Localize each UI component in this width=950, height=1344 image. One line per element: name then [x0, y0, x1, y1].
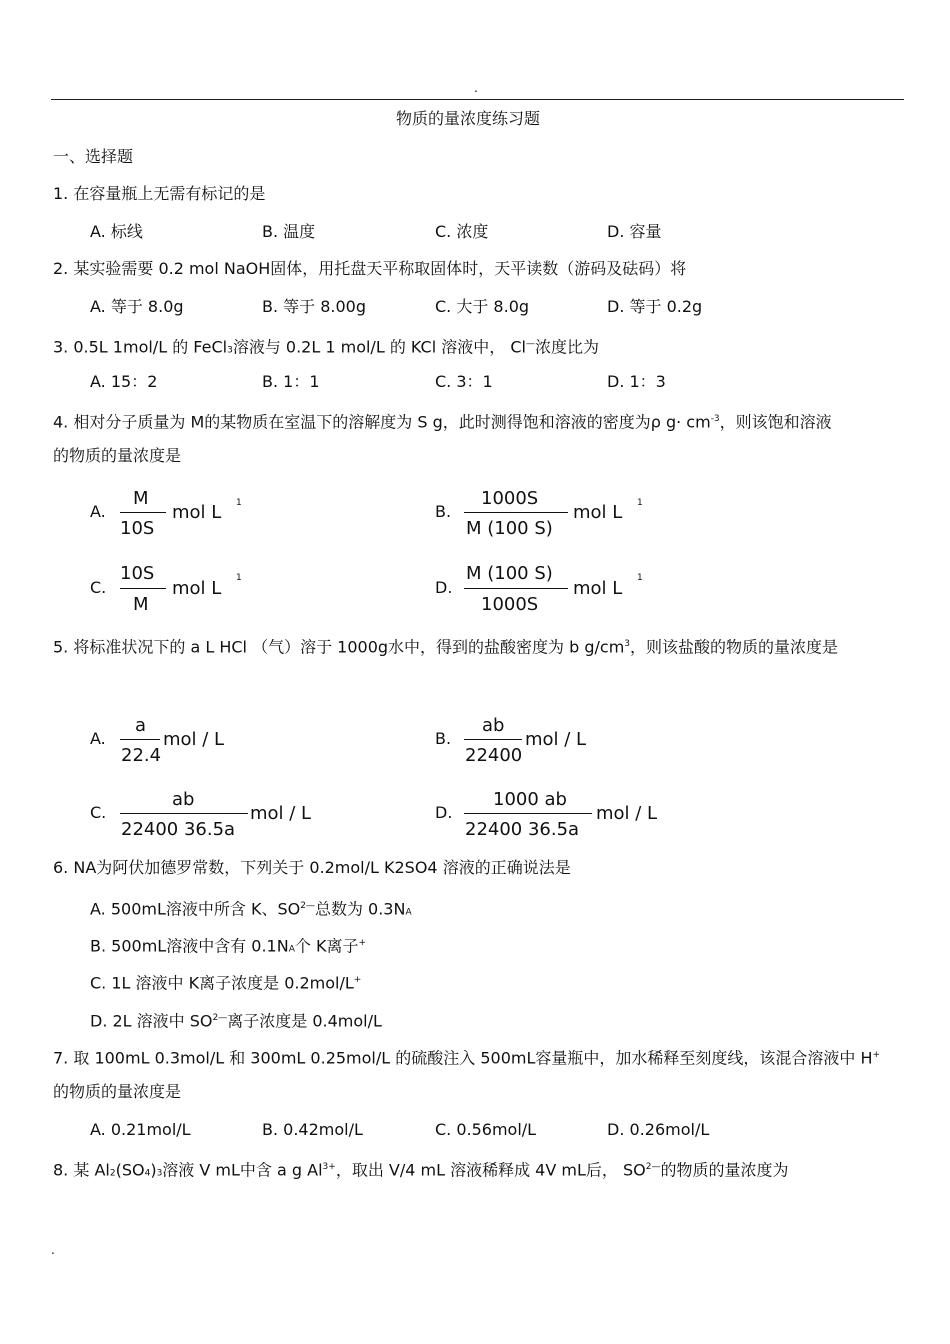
header-rule — [51, 99, 904, 100]
q4-c-denominator: M — [133, 594, 149, 615]
q3-stem: 3. 0.5L 1mol/L 的 FeCl3溶液与 0.2L 1 mol/L 的 KCl 溶液中， Cl—浓度比为 — [53, 337, 599, 357]
q7-option-b: B. 0.42mol/L — [262, 1120, 363, 1139]
q4-d-denominator: 1000S — [481, 594, 539, 615]
q4-option-b-label: B. — [435, 502, 452, 521]
q7-stem-line2: 的物质的量浓度是 — [53, 1082, 182, 1101]
q4-a-denominator: 10S — [120, 518, 155, 539]
q8-stem: 8. 某 Al2(SO4)3溶液 V mL中含 a g $Al^{3+}$，取出 V/4 mL 溶液稀释成 4V mL后， $SO^{2—}$的物质的量浓度为 — [53, 1160, 789, 1180]
q4-option-d-label: D. — [435, 578, 453, 597]
q1-stem: 1. 在容量瓶上无需有标记的是 — [53, 184, 266, 203]
q4-b-denominator: M (100 S) — [466, 518, 553, 539]
fraction-bar — [464, 588, 568, 589]
q4-a-unit-exp: 1 — [236, 498, 242, 508]
q5-b-denominator: 22400 — [465, 745, 523, 766]
q3-option-a: A. 15：2 — [90, 372, 158, 391]
q5-c-numerator: ab — [172, 789, 195, 810]
q5-d-unit: mol / L — [596, 803, 658, 824]
q4-b-unit-exp: 1 — [637, 498, 643, 508]
q4-d-numerator: M (100 S) — [466, 563, 553, 584]
fraction-bar — [464, 739, 522, 740]
q2-option-b: B. 等于 8.00g — [262, 297, 367, 316]
q4-b-unit: mol L — [573, 502, 623, 523]
footer-dot: . — [51, 1243, 55, 1257]
fraction-bar — [464, 813, 592, 814]
q7-option-d: D. 0.26mol/L — [607, 1120, 710, 1139]
q5-a-numerator: a — [135, 715, 147, 736]
q4-option-c-label: C. — [90, 578, 107, 597]
q4-c-unit: mol L — [172, 578, 222, 599]
q7-option-a: A. 0.21mol/L — [90, 1120, 191, 1139]
q4-d-unit: mol L — [573, 578, 623, 599]
q6-option-a: A. 500mL溶液中所含 K、$SO^{2—}$总数为 0.3NA — [90, 899, 412, 919]
q2-option-c: C. 大于 8.0g — [435, 297, 530, 316]
q5-b-unit: mol / L — [525, 729, 587, 750]
q5-c-unit: mol / L — [250, 803, 312, 824]
q5-option-d-label: D. — [435, 803, 453, 822]
q3-option-b: B. 1：1 — [262, 372, 320, 391]
q4-c-numerator: 10S — [120, 563, 155, 584]
q7-option-c: C. 0.56mol/L — [435, 1120, 537, 1139]
fraction-bar — [120, 512, 166, 513]
q3-option-d: D. 1：3 — [607, 372, 666, 391]
q1-option-c: C. 浓度 — [435, 222, 489, 241]
q4-a-unit: mol L — [172, 502, 222, 523]
fraction-bar — [464, 512, 568, 513]
q4-c-unit-exp: 1 — [236, 573, 242, 583]
q1-option-b: B. 温度 — [262, 222, 316, 241]
q5-b-numerator: ab — [482, 715, 505, 736]
q5-d-denominator: 22400 36.5a — [465, 819, 580, 840]
fraction-bar — [120, 813, 248, 814]
q2-stem: 2. 某实验需要 0.2 mol NaOH固体，用托盘天平称取固体时，天平读数（游码及砝码）将 — [53, 259, 687, 278]
q5-option-a-label: A. — [90, 729, 106, 748]
q1-option-a: A. 标线 — [90, 222, 143, 241]
q6-stem: 6. NA为阿伏加德罗常数，下列关于 0.2mol/L K2SO4 溶液的正确说法是 — [53, 858, 571, 877]
q5-option-b-label: B. — [435, 729, 452, 748]
q5-c-denominator: 22400 36.5a — [121, 819, 236, 840]
q4-a-numerator: M — [133, 488, 149, 509]
q2-option-a: A. 等于 8.0g — [90, 297, 184, 316]
q5-stem: 5. 将标准状况下的 a L HCl （气）溶于 1000g水中，得到的盐酸密度为 b $g/cm^3$，则该盐酸的物质的量浓度是 — [53, 637, 839, 657]
q4-option-a-label: A. — [90, 502, 106, 521]
q5-d-numerator: 1000 ab — [493, 789, 567, 810]
q5-a-denominator: 22.4 — [121, 745, 162, 766]
q4-d-unit-exp: 1 — [637, 573, 643, 583]
q6-option-b: B. 500mL溶液中含有 0.1NA个 K离子+ — [90, 936, 367, 956]
q5-option-c-label: C. — [90, 803, 107, 822]
section-heading: 一、选择题 — [53, 147, 134, 166]
q4-stem-line2: 的物质的量浓度是 — [53, 446, 182, 465]
q3-option-c: C. 3：1 — [435, 372, 493, 391]
q4-stem: 4. 相对分子质量为 M的某物质在室温下的溶解度为 S g，此时测得饱和溶液的密度为ρ $g\cdot cm^{-3}$，则该饱和溶液 — [53, 412, 832, 432]
fraction-bar — [120, 739, 160, 740]
q7-stem: 7. 取 100mL 0.3mol/L 和 300mL 0.25mol/L 的硫酸注入 500mL容量瓶中，加水稀释至刻度线，该混合溶液中 H+ — [53, 1048, 881, 1068]
q6-option-c: C. 1L 溶液中 K离子浓度是 0.2mol/L+ — [90, 973, 362, 993]
q5-a-unit: mol / L — [163, 729, 225, 750]
page-title: 物质的量浓度练习题 — [396, 109, 541, 128]
q4-b-numerator: 1000S — [481, 488, 539, 509]
q1-option-d: D. 容量 — [607, 222, 662, 241]
header-dot: . — [474, 81, 478, 95]
q2-option-d: D. 等于 0.2g — [607, 297, 703, 316]
q6-option-d: D. 2L 溶液中 $SO^{2—}$离子浓度是 0.4mol/L — [90, 1011, 382, 1031]
fraction-bar — [120, 588, 166, 589]
